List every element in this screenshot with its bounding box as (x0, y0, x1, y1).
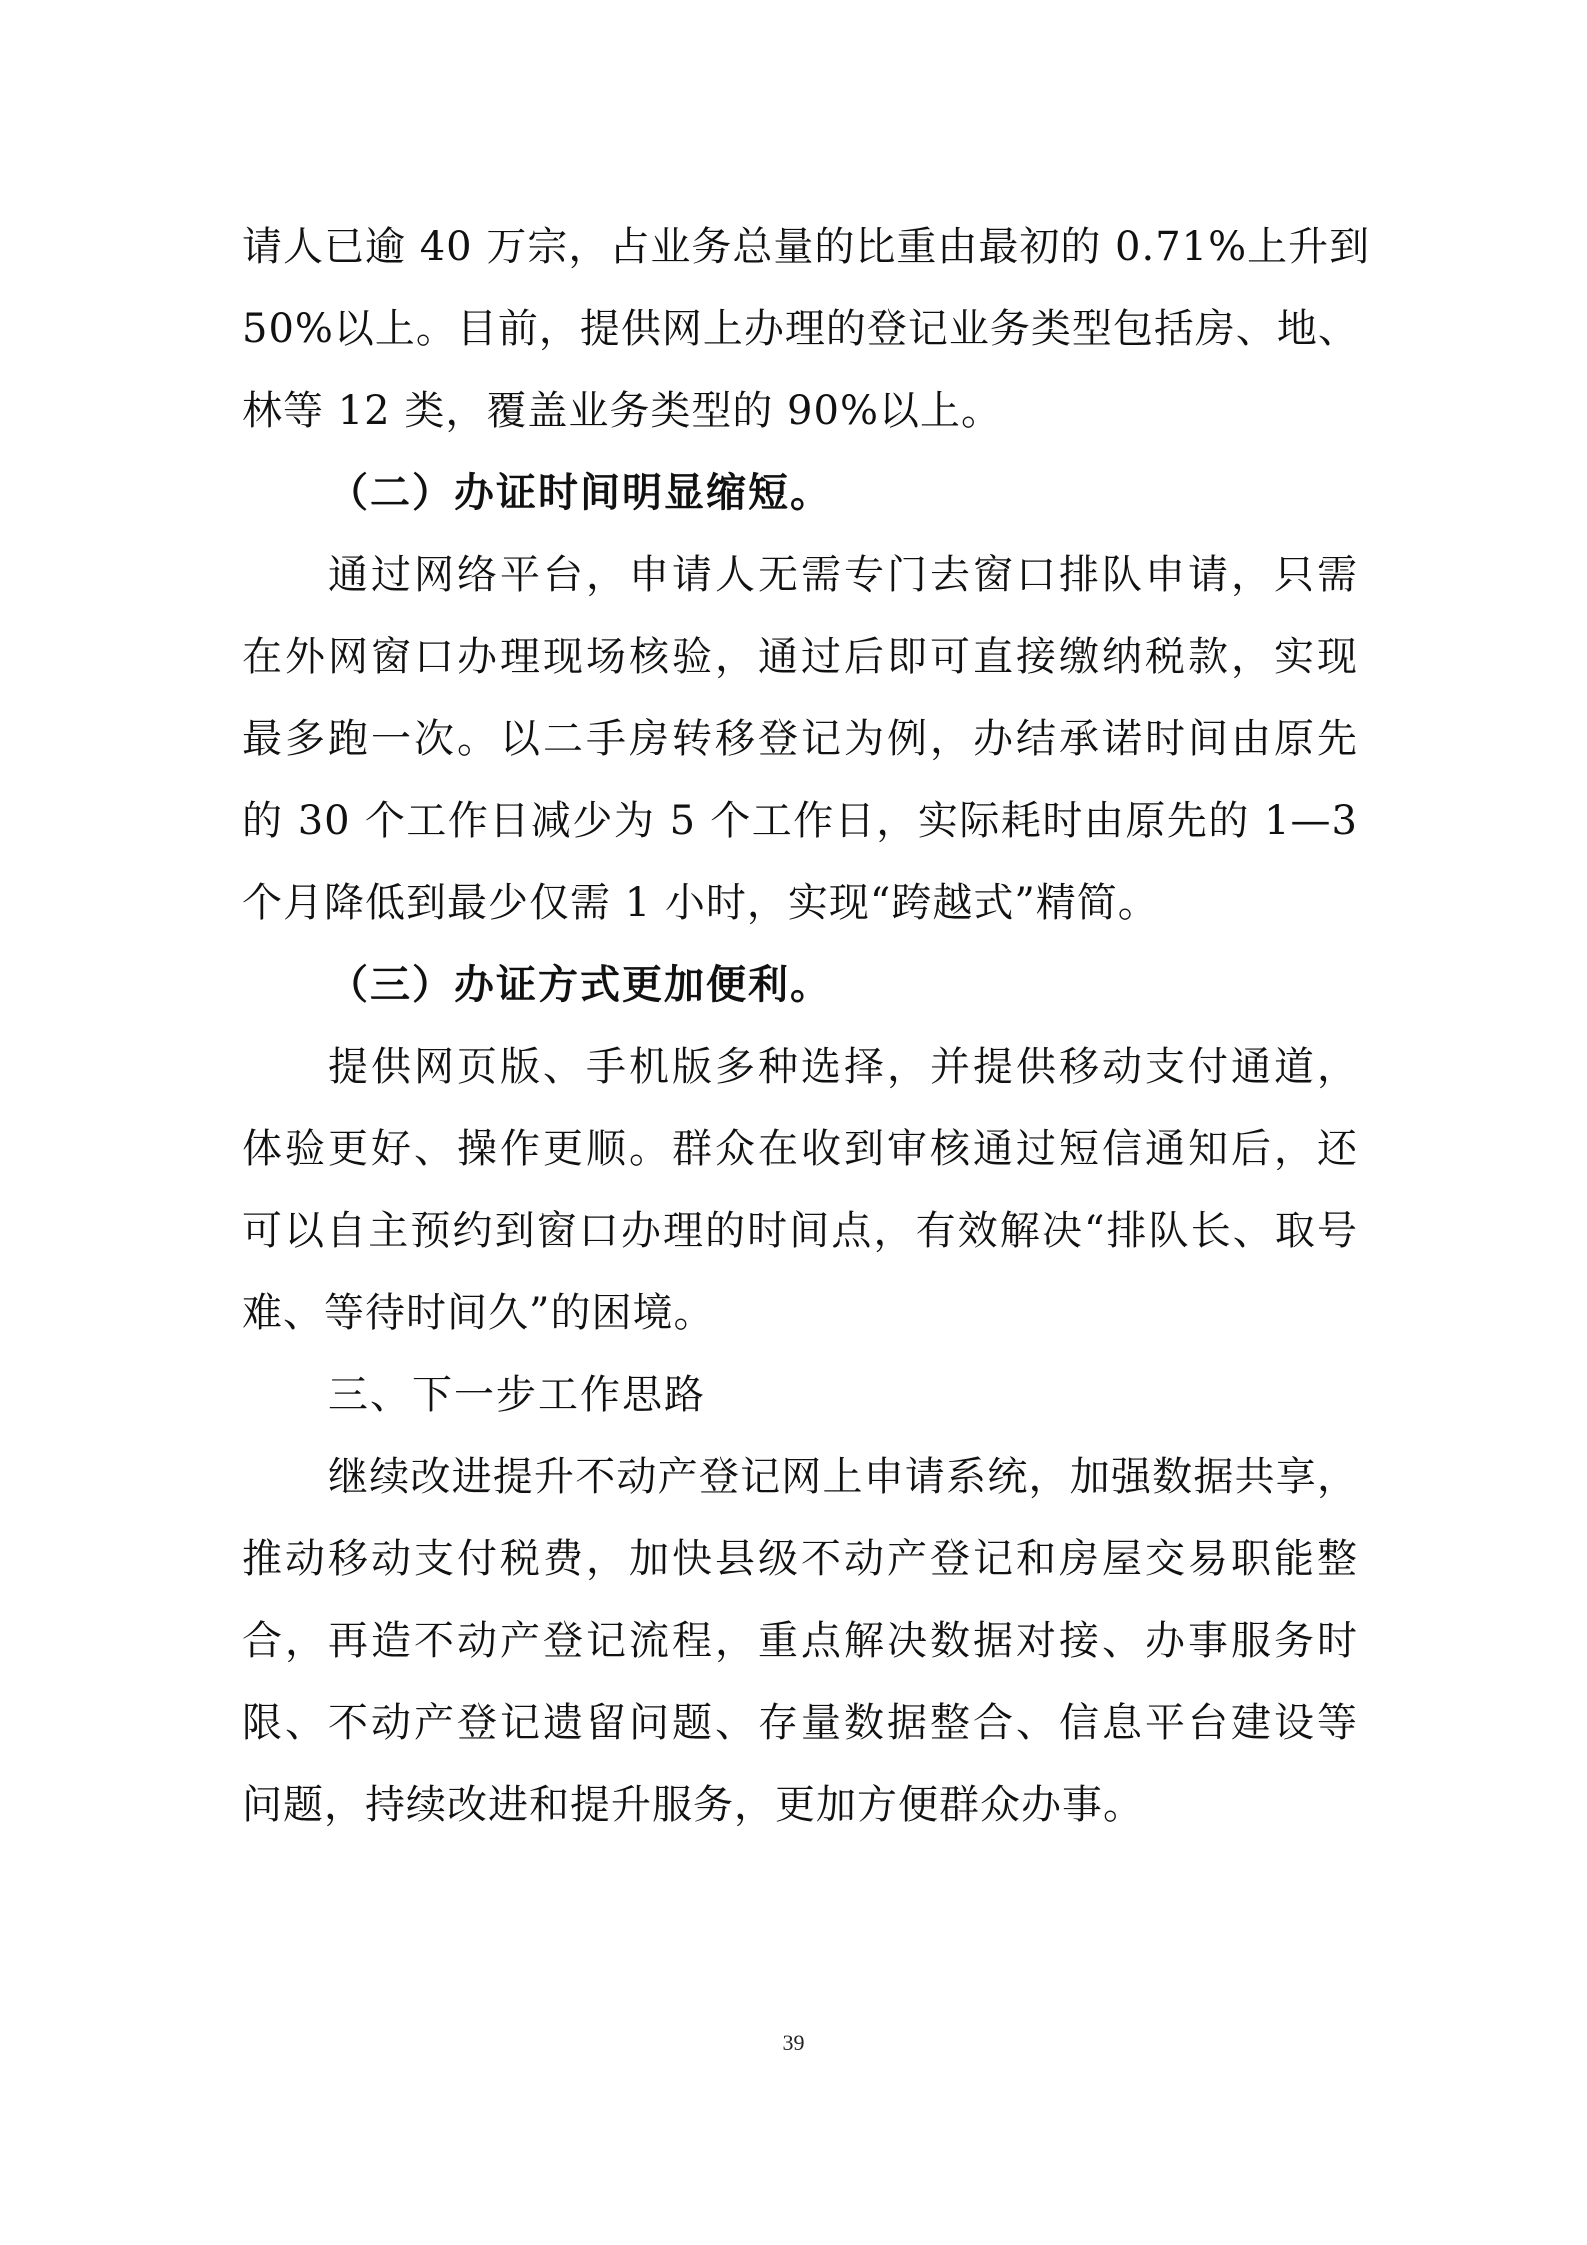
document-body (242, 206, 1371, 1846)
body-text-line: 林等 12 类，覆盖业务类型的 90%以上。 (242, 388, 1002, 434)
body-text-line: 继续改进提升不动产登记网上申请系统，加强数据共享， (328, 1454, 1358, 1500)
body-text-line: 50%以上。目前，提供网上办理的登记业务类型包括房、地、 (242, 306, 1359, 352)
body-text-line: 的 30 个工作日减少为 5 个工作日，实际耗时由原先的 1—3 (242, 798, 1358, 844)
body-text-line: 问题，持续改进和提升服务，更加方便群众办事。 (242, 1782, 1144, 1828)
body-text-line: 限、不动产登记遗留问题、存量数据整合、信息平台建设等 (242, 1700, 1358, 1746)
body-text-line: 体验更好、操作更顺。群众在收到审核通过短信通知后，还 (242, 1126, 1358, 1172)
body-text-line: 请人已逾 40 万宗，占业务总量的比重由最初的 0.71%上升到 (242, 224, 1371, 270)
chapter-heading: 三、下一步工作思路 (328, 1372, 706, 1418)
body-text-line: 在外网窗口办理现场核验，通过后即可直接缴纳税款，实现 (242, 634, 1358, 680)
body-text-line: 个月降低到最少仅需 1 小时，实现“跨越式”精简。 (242, 880, 1159, 926)
body-text-line: 推动移动支付税费，加快县级不动产登记和房屋交易职能整 (242, 1536, 1358, 1582)
body-text-line: 难、等待时间久”的困境。 (242, 1290, 715, 1336)
page-number: 39 (782, 2030, 805, 2055)
section-heading: （三）办证方式更加便利。 (328, 962, 832, 1008)
section-heading: （二）办证时间明显缩短。 (328, 470, 832, 516)
body-text-line: 最多跑一次。以二手房转移登记为例，办结承诺时间由原先 (242, 716, 1358, 762)
body-text-line: 合，再造不动产登记流程，重点解决数据对接、办事服务时 (242, 1618, 1358, 1664)
body-text-line: 提供网页版、手机版多种选择，并提供移动支付通道， (328, 1044, 1358, 1090)
body-text-line: 通过网络平台，申请人无需专门去窗口排队申请，只需 (328, 552, 1358, 598)
body-text-line: 可以自主预约到窗口办理的时间点，有效解决“排队长、取号 (242, 1208, 1358, 1254)
